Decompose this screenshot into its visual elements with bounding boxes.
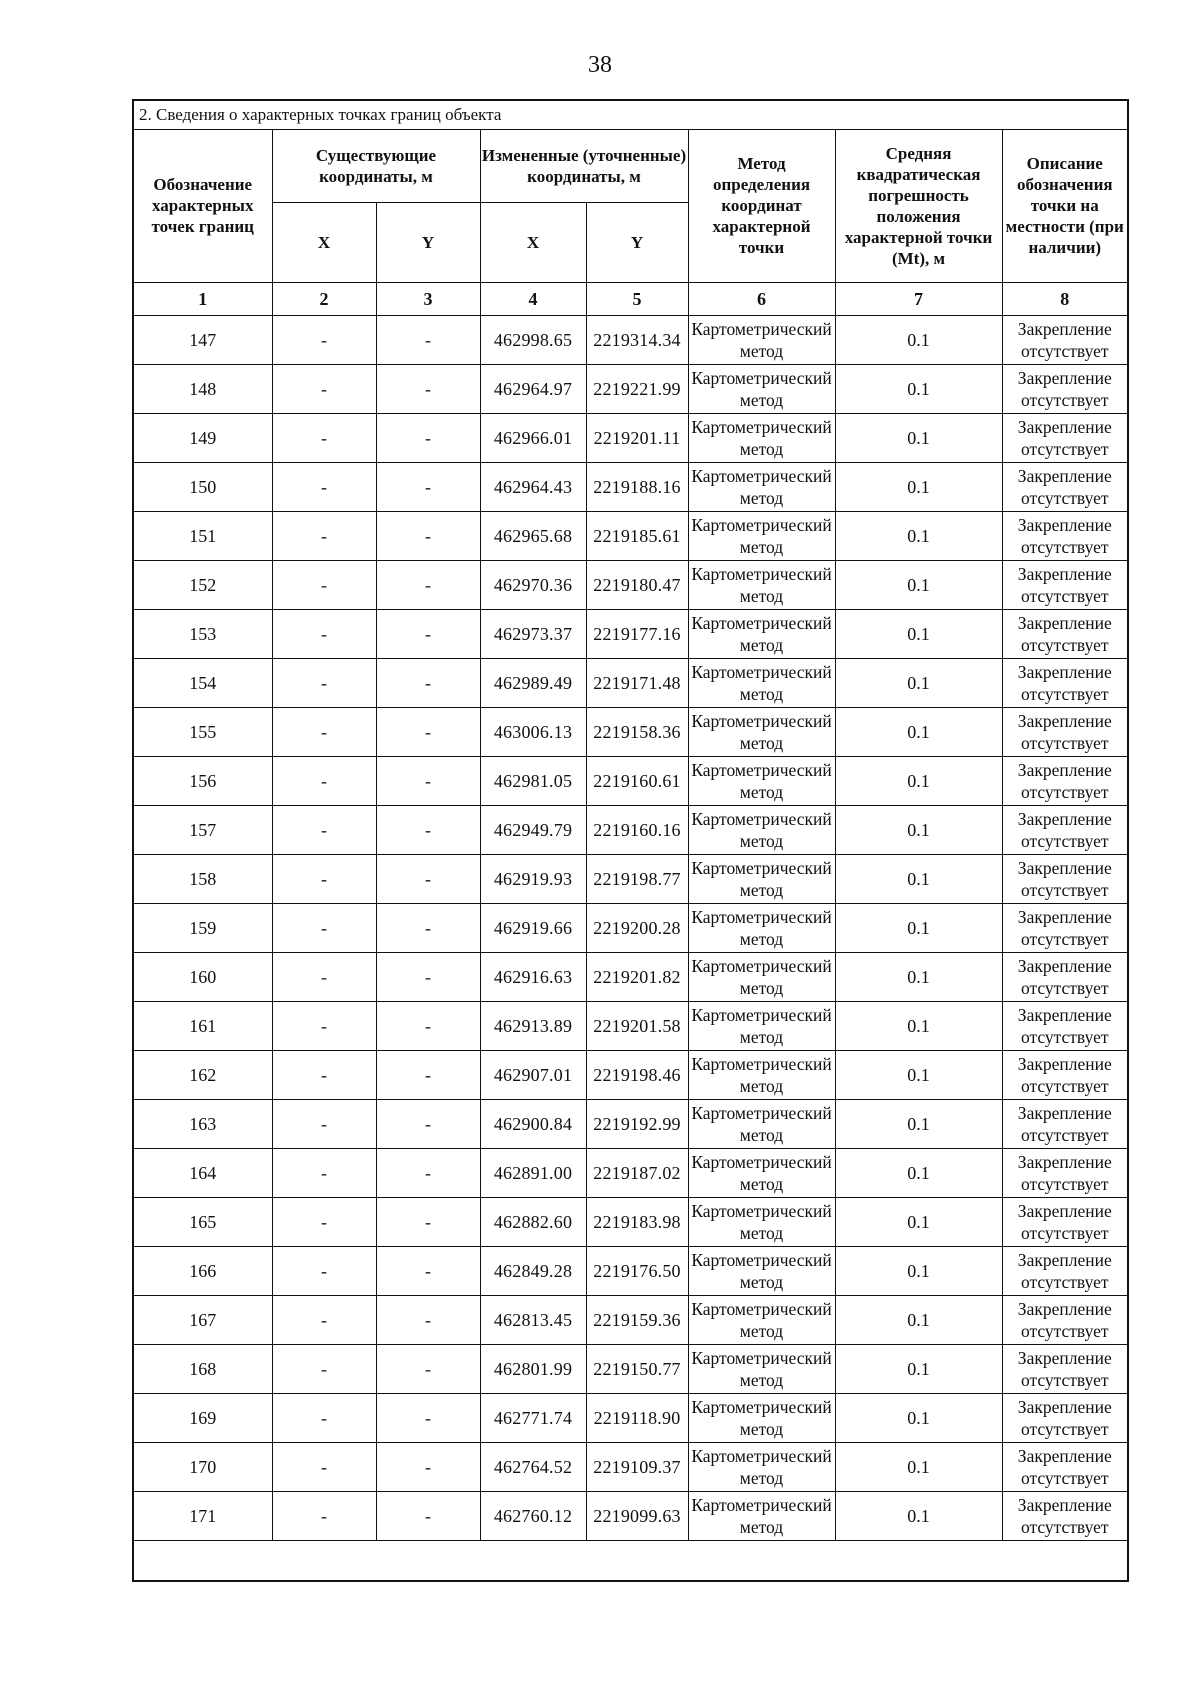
description-cell: Закрепление отсутствует: [1002, 1246, 1127, 1295]
point-designation-cell: 149: [134, 413, 272, 462]
point-designation-cell: 151: [134, 511, 272, 560]
changed-y-cell: 2219177.16: [586, 609, 688, 658]
point-designation-cell: 168: [134, 1344, 272, 1393]
table-row: [134, 854, 1127, 903]
column-number: 3: [376, 282, 480, 315]
table-row: [134, 707, 1127, 756]
existing-x-cell: -: [272, 1246, 376, 1295]
point-designation-cell: 170: [134, 1442, 272, 1491]
changed-y-cell: 2219198.77: [586, 854, 688, 903]
column-number: 1: [134, 282, 272, 315]
point-designation-cell: 165: [134, 1197, 272, 1246]
existing-x-cell: -: [272, 1001, 376, 1050]
changed-x-cell: 462813.45: [480, 1295, 586, 1344]
table-row: [134, 658, 1127, 707]
point-designation-cell: 161: [134, 1001, 272, 1050]
point-designation-cell: 164: [134, 1148, 272, 1197]
changed-x-cell: 462913.89: [480, 1001, 586, 1050]
points-table-frame: [132, 99, 1129, 1582]
error-cell: 0.1: [835, 1050, 1002, 1099]
point-designation-cell: 160: [134, 952, 272, 1001]
changed-y-cell: 2219185.61: [586, 511, 688, 560]
existing-y-cell: -: [376, 658, 480, 707]
method-cell: Картометрический метод: [688, 1442, 835, 1491]
existing-x-cell: -: [272, 658, 376, 707]
header-existing-x: X: [272, 202, 376, 282]
changed-x-cell: 462998.65: [480, 315, 586, 364]
section-title: 2. Сведения о характерных точках границ объекта: [134, 101, 1127, 130]
existing-y-cell: -: [376, 1197, 480, 1246]
description-cell: Закрепление отсутствует: [1002, 1197, 1127, 1246]
error-cell: 0.1: [835, 952, 1002, 1001]
table-row: [134, 903, 1127, 952]
error-cell: 0.1: [835, 364, 1002, 413]
header-existing-y: Y: [376, 202, 480, 282]
description-cell: Закрепление отсутствует: [1002, 364, 1127, 413]
changed-y-cell: 2219180.47: [586, 560, 688, 609]
existing-x-cell: -: [272, 1491, 376, 1540]
existing-x-cell: -: [272, 903, 376, 952]
description-cell: Закрепление отсутствует: [1002, 315, 1127, 364]
changed-x-cell: 462981.05: [480, 756, 586, 805]
table-row: [134, 364, 1127, 413]
existing-y-cell: -: [376, 854, 480, 903]
changed-y-cell: 2219099.63: [586, 1491, 688, 1540]
changed-y-cell: 2219159.36: [586, 1295, 688, 1344]
description-cell: Закрепление отсутствует: [1002, 1442, 1127, 1491]
column-number: 5: [586, 282, 688, 315]
header-existing-coords: Существующие координаты, м: [272, 130, 480, 202]
changed-x-cell: 462964.43: [480, 462, 586, 511]
description-cell: Закрепление отсутствует: [1002, 952, 1127, 1001]
changed-x-cell: 462760.12: [480, 1491, 586, 1540]
changed-x-cell: 462891.00: [480, 1148, 586, 1197]
method-cell: Картометрический метод: [688, 1393, 835, 1442]
description-cell: Закрепление отсутствует: [1002, 658, 1127, 707]
error-cell: 0.1: [835, 560, 1002, 609]
blank-row: [134, 1540, 1127, 1577]
point-designation-cell: 154: [134, 658, 272, 707]
method-cell: Картометрический метод: [688, 805, 835, 854]
points-table: [134, 130, 1127, 1577]
description-cell: Закрепление отсутствует: [1002, 1344, 1127, 1393]
error-cell: 0.1: [835, 854, 1002, 903]
description-cell: Закрепление отсутствует: [1002, 1001, 1127, 1050]
existing-y-cell: -: [376, 315, 480, 364]
changed-y-cell: 2219314.34: [586, 315, 688, 364]
existing-x-cell: -: [272, 1344, 376, 1393]
existing-x-cell: -: [272, 1442, 376, 1491]
existing-y-cell: -: [376, 364, 480, 413]
point-designation-cell: 162: [134, 1050, 272, 1099]
table-row: [134, 413, 1127, 462]
changed-y-cell: 2219187.02: [586, 1148, 688, 1197]
point-designation-cell: 148: [134, 364, 272, 413]
existing-y-cell: -: [376, 560, 480, 609]
error-cell: 0.1: [835, 1393, 1002, 1442]
changed-y-cell: 2219160.16: [586, 805, 688, 854]
table-row: [134, 1148, 1127, 1197]
point-designation-cell: 171: [134, 1491, 272, 1540]
existing-x-cell: -: [272, 1197, 376, 1246]
point-designation-cell: 153: [134, 609, 272, 658]
changed-x-cell: 462964.97: [480, 364, 586, 413]
existing-y-cell: -: [376, 1393, 480, 1442]
description-cell: Закрепление отсутствует: [1002, 756, 1127, 805]
error-cell: 0.1: [835, 1491, 1002, 1540]
method-cell: Картометрический метод: [688, 1001, 835, 1050]
header-description: Описание обозначения точки на местности (при наличии): [1002, 130, 1127, 282]
changed-y-cell: 2219109.37: [586, 1442, 688, 1491]
column-number: 6: [688, 282, 835, 315]
error-cell: 0.1: [835, 756, 1002, 805]
changed-x-cell: 462849.28: [480, 1246, 586, 1295]
existing-y-cell: -: [376, 903, 480, 952]
existing-x-cell: -: [272, 952, 376, 1001]
changed-y-cell: 2219118.90: [586, 1393, 688, 1442]
column-number: 4: [480, 282, 586, 315]
changed-y-cell: 2219201.82: [586, 952, 688, 1001]
changed-y-cell: 2219171.48: [586, 658, 688, 707]
description-cell: Закрепление отсутствует: [1002, 1491, 1127, 1540]
existing-x-cell: -: [272, 1050, 376, 1099]
method-cell: Картометрический метод: [688, 1344, 835, 1393]
table-row: [134, 805, 1127, 854]
changed-y-cell: 2219221.99: [586, 364, 688, 413]
description-cell: Закрепление отсутствует: [1002, 805, 1127, 854]
column-number-row: [134, 282, 1127, 315]
error-cell: 0.1: [835, 511, 1002, 560]
changed-x-cell: 462764.52: [480, 1442, 586, 1491]
changed-x-cell: 462970.36: [480, 560, 586, 609]
description-cell: Закрепление отсутствует: [1002, 707, 1127, 756]
changed-x-cell: 462949.79: [480, 805, 586, 854]
point-designation-cell: 156: [134, 756, 272, 805]
table-row: [134, 1050, 1127, 1099]
existing-x-cell: -: [272, 315, 376, 364]
error-cell: 0.1: [835, 1344, 1002, 1393]
method-cell: Картометрический метод: [688, 854, 835, 903]
changed-y-cell: 2219160.61: [586, 756, 688, 805]
point-designation-cell: 152: [134, 560, 272, 609]
changed-x-cell: 462919.66: [480, 903, 586, 952]
changed-y-cell: 2219201.58: [586, 1001, 688, 1050]
existing-x-cell: -: [272, 609, 376, 658]
header-designation: Обозначение характерных точек границ: [134, 130, 272, 282]
header-error: Средняя квадратическая погрешность положения характерной точки (Mt), м: [835, 130, 1002, 282]
method-cell: Картометрический метод: [688, 1197, 835, 1246]
point-designation-cell: 159: [134, 903, 272, 952]
column-number: 8: [1002, 282, 1127, 315]
changed-y-cell: 2219158.36: [586, 707, 688, 756]
changed-y-cell: 2219200.28: [586, 903, 688, 952]
existing-x-cell: -: [272, 413, 376, 462]
header-method: Метод определения координат характерной точки: [688, 130, 835, 282]
error-cell: 0.1: [835, 805, 1002, 854]
changed-x-cell: 462882.60: [480, 1197, 586, 1246]
existing-y-cell: -: [376, 511, 480, 560]
existing-y-cell: -: [376, 462, 480, 511]
table-row: [134, 1099, 1127, 1148]
table-row: [134, 511, 1127, 560]
point-designation-cell: 150: [134, 462, 272, 511]
method-cell: Картометрический метод: [688, 315, 835, 364]
point-designation-cell: 158: [134, 854, 272, 903]
method-cell: Картометрический метод: [688, 364, 835, 413]
existing-y-cell: -: [376, 707, 480, 756]
error-cell: 0.1: [835, 707, 1002, 756]
table-row: [134, 1246, 1127, 1295]
existing-y-cell: -: [376, 1442, 480, 1491]
existing-y-cell: -: [376, 1099, 480, 1148]
changed-y-cell: 2219201.11: [586, 413, 688, 462]
existing-x-cell: -: [272, 1295, 376, 1344]
existing-y-cell: -: [376, 1491, 480, 1540]
error-cell: 0.1: [835, 462, 1002, 511]
method-cell: Картометрический метод: [688, 1050, 835, 1099]
error-cell: 0.1: [835, 1295, 1002, 1344]
description-cell: Закрепление отсутствует: [1002, 511, 1127, 560]
existing-x-cell: -: [272, 707, 376, 756]
table-body: [134, 315, 1127, 1577]
existing-x-cell: -: [272, 854, 376, 903]
point-designation-cell: 167: [134, 1295, 272, 1344]
table-row: [134, 952, 1127, 1001]
point-designation-cell: 163: [134, 1099, 272, 1148]
changed-x-cell: 462966.01: [480, 413, 586, 462]
error-cell: 0.1: [835, 609, 1002, 658]
header-changed-x: X: [480, 202, 586, 282]
table-row: [134, 1393, 1127, 1442]
method-cell: Картометрический метод: [688, 413, 835, 462]
description-cell: Закрепление отсутствует: [1002, 413, 1127, 462]
error-cell: 0.1: [835, 1148, 1002, 1197]
changed-x-cell: 462919.93: [480, 854, 586, 903]
existing-y-cell: -: [376, 1001, 480, 1050]
existing-x-cell: -: [272, 511, 376, 560]
method-cell: Картометрический метод: [688, 756, 835, 805]
changed-y-cell: 2219188.16: [586, 462, 688, 511]
existing-x-cell: -: [272, 1099, 376, 1148]
table-row: [134, 1491, 1127, 1540]
existing-y-cell: -: [376, 1295, 480, 1344]
table-row: [134, 462, 1127, 511]
method-cell: Картометрический метод: [688, 903, 835, 952]
table-row: [134, 560, 1127, 609]
error-cell: 0.1: [835, 315, 1002, 364]
changed-x-cell: 462801.99: [480, 1344, 586, 1393]
method-cell: Картометрический метод: [688, 707, 835, 756]
error-cell: 0.1: [835, 1197, 1002, 1246]
table-row: [134, 609, 1127, 658]
method-cell: Картометрический метод: [688, 1491, 835, 1540]
error-cell: 0.1: [835, 1099, 1002, 1148]
existing-y-cell: -: [376, 805, 480, 854]
error-cell: 0.1: [835, 1001, 1002, 1050]
changed-x-cell: 462965.68: [480, 511, 586, 560]
existing-x-cell: -: [272, 1393, 376, 1442]
error-cell: 0.1: [835, 658, 1002, 707]
method-cell: Картометрический метод: [688, 511, 835, 560]
description-cell: Закрепление отсутствует: [1002, 1148, 1127, 1197]
table-row: [134, 1442, 1127, 1491]
changed-x-cell: 462973.37: [480, 609, 586, 658]
column-number: 2: [272, 282, 376, 315]
method-cell: Картометрический метод: [688, 1099, 835, 1148]
method-cell: Картометрический метод: [688, 462, 835, 511]
blank-cell: [134, 1540, 1127, 1577]
point-designation-cell: 166: [134, 1246, 272, 1295]
page-number: 38: [588, 52, 612, 78]
description-cell: Закрепление отсутствует: [1002, 854, 1127, 903]
point-designation-cell: 169: [134, 1393, 272, 1442]
existing-y-cell: -: [376, 413, 480, 462]
changed-x-cell: 462907.01: [480, 1050, 586, 1099]
existing-y-cell: -: [376, 1050, 480, 1099]
table-row: [134, 1197, 1127, 1246]
existing-y-cell: -: [376, 756, 480, 805]
existing-x-cell: -: [272, 462, 376, 511]
description-cell: Закрепление отсутствует: [1002, 609, 1127, 658]
existing-x-cell: -: [272, 805, 376, 854]
existing-x-cell: -: [272, 756, 376, 805]
method-cell: Картометрический метод: [688, 952, 835, 1001]
error-cell: 0.1: [835, 413, 1002, 462]
changed-x-cell: 462989.49: [480, 658, 586, 707]
changed-y-cell: 2219176.50: [586, 1246, 688, 1295]
table-row: [134, 1344, 1127, 1393]
changed-y-cell: 2219150.77: [586, 1344, 688, 1393]
table-row: [134, 1295, 1127, 1344]
error-cell: 0.1: [835, 903, 1002, 952]
changed-x-cell: 463006.13: [480, 707, 586, 756]
existing-y-cell: -: [376, 952, 480, 1001]
changed-y-cell: 2219198.46: [586, 1050, 688, 1099]
method-cell: Картометрический метод: [688, 1148, 835, 1197]
changed-x-cell: 462771.74: [480, 1393, 586, 1442]
changed-y-cell: 2219183.98: [586, 1197, 688, 1246]
point-designation-cell: 157: [134, 805, 272, 854]
existing-x-cell: -: [272, 560, 376, 609]
error-cell: 0.1: [835, 1246, 1002, 1295]
point-designation-cell: 155: [134, 707, 272, 756]
existing-y-cell: -: [376, 609, 480, 658]
point-designation-cell: 147: [134, 315, 272, 364]
changed-x-cell: 462900.84: [480, 1099, 586, 1148]
existing-x-cell: -: [272, 364, 376, 413]
header-changed-coords: Измененные (уточненные) координаты, м: [480, 130, 688, 202]
method-cell: Картометрический метод: [688, 1246, 835, 1295]
existing-y-cell: -: [376, 1344, 480, 1393]
table-row: [134, 756, 1127, 805]
changed-x-cell: 462916.63: [480, 952, 586, 1001]
column-number: 7: [835, 282, 1002, 315]
description-cell: Закрепление отсутствует: [1002, 903, 1127, 952]
method-cell: Картометрический метод: [688, 658, 835, 707]
description-cell: Закрепление отсутствует: [1002, 1295, 1127, 1344]
existing-x-cell: -: [272, 1148, 376, 1197]
table-row: [134, 1001, 1127, 1050]
method-cell: Картометрический метод: [688, 1295, 835, 1344]
description-cell: Закрепление отсутствует: [1002, 560, 1127, 609]
description-cell: Закрепление отсутствует: [1002, 1099, 1127, 1148]
existing-y-cell: -: [376, 1148, 480, 1197]
error-cell: 0.1: [835, 1442, 1002, 1491]
description-cell: Закрепление отсутствует: [1002, 1050, 1127, 1099]
table-row: [134, 315, 1127, 364]
description-cell: Закрепление отсутствует: [1002, 1393, 1127, 1442]
header-changed-y: Y: [586, 202, 688, 282]
changed-y-cell: 2219192.99: [586, 1099, 688, 1148]
existing-y-cell: -: [376, 1246, 480, 1295]
method-cell: Картометрический метод: [688, 609, 835, 658]
method-cell: Картометрический метод: [688, 560, 835, 609]
description-cell: Закрепление отсутствует: [1002, 462, 1127, 511]
